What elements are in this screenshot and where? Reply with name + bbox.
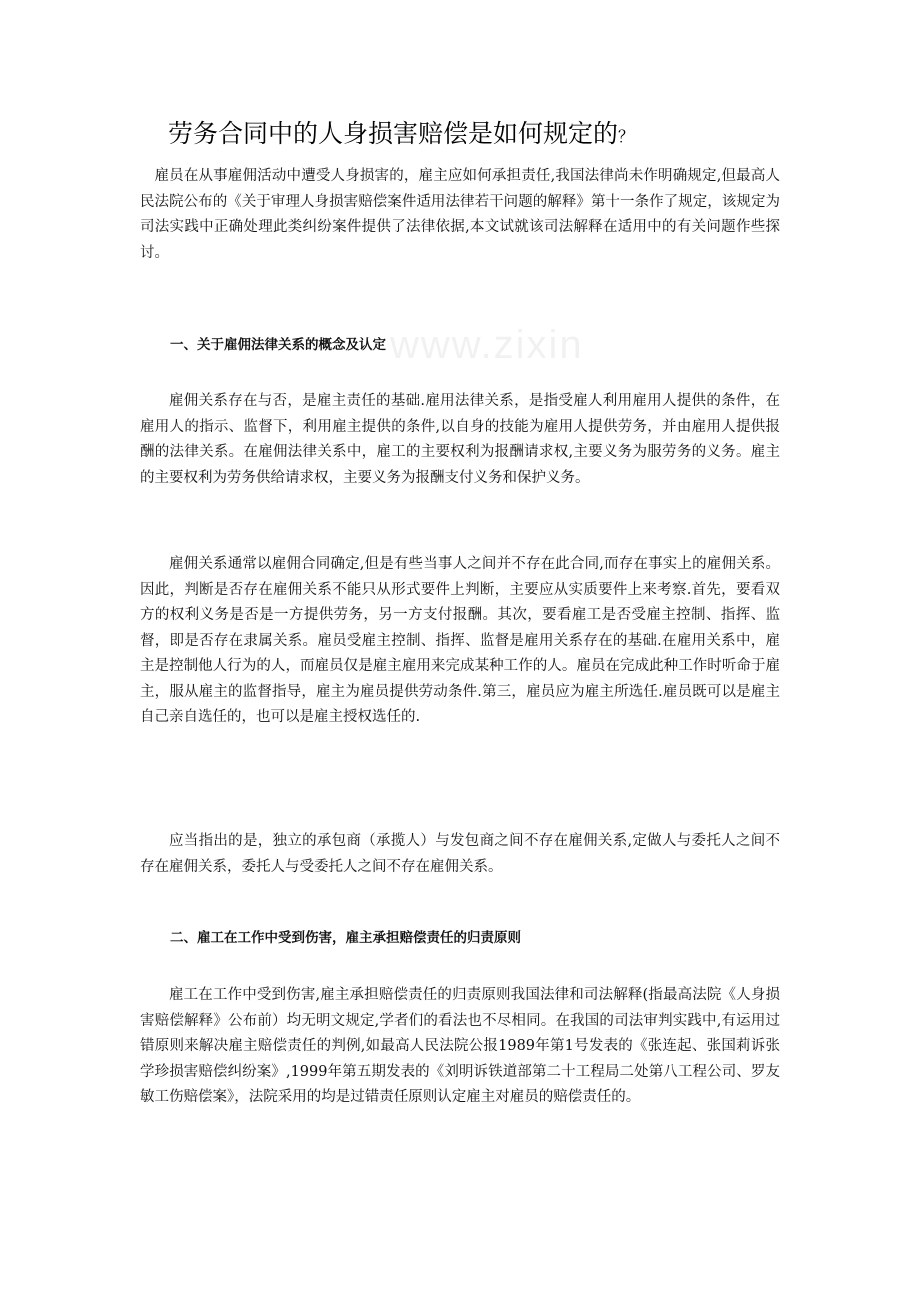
section-1-paragraph-2: 雇佣关系通常以雇佣合同确定,但是有些当事人之间并不存在此合同,而存在事实上的雇佣关系。因此，判断是否存在雇佣关系不能只从形式要件上判断，主要应从实质要件上来考察.首先，要看双方的权利义务是否是一方提供劳务，另一方支付报酬。其次，要看雇工是否受雇主控制、指挥、监督，即是否存在隶属关系。雇员受雇主控制、指挥、监督是雇用关系存在的基础.在雇用关系中，雇主是控制他人行为的人，而雇员仅是雇主雇用来完成某种工作的人。雇员在完成此种工作时听命于雇主，服从雇主的监督指导，雇主为雇员提供劳动条件.第三，雇员应为雇主所选任.雇员既可以是雇主自己亲自选任的，也可以是雇主授权选任的.: [140, 556, 780, 725]
section-1-heading: 一、关于雇佣法律关系的概念及认定: [170, 337, 386, 353]
section-2-paragraph-1: 雇工在工作中受到伤害,雇主承担赔偿责任的归责原则我国法律和司法解释(指最高法院《人身损害赔偿解释》公布前）均无明文规定,学者们的看法也不尽相同。在我国的司法审判实践中,有运用过错原则来解决雇主赔偿责任的判例,如最高人民法院公报1989年第1号发表的《张连起、张国莉诉张学珍损害赔偿纠纷案》,1999年第五期发表的《刘明诉铁道部第二十工程局二处第八工程公司、罗友敏工伤赔偿案》，法院采用的均是过错责任原则认定雇主对雇员的赔偿责任的。: [140, 987, 780, 1105]
section-1-paragraph-3: 应当指出的是，独立的承包商（承揽人）与发包商之间不存在雇佣关系,定做人与委托人之间不存在雇佣关系，委托人与受委托人之间不存在雇佣关系。: [140, 833, 780, 875]
document-title: [168, 116, 788, 155]
section-1-paragraph-1: 雇佣关系存在与否，是雇主责任的基础.雇用法律关系，是指受雇人利用雇用人提供的条件，在雇用人的指示、监督下，利用雇主提供的条件,以自身的技能为雇用人提供劳务，并由雇用人提供报酬的法律关系。在雇佣法律关系中，雇工的主要权利为报酬请求权,主要义务为服劳务的义务。雇主的主要权利为劳务供给请求权，主要义务为报酬支付义务和保护义务。: [140, 393, 780, 486]
section-2-heading: 二、雇工在工作中受到伤害，雇主承担赔偿责任的归责原则: [170, 930, 521, 946]
watermark: www.zixin: [390, 323, 584, 367]
intro-paragraph: 雇员在从事雇佣活动中遭受人身损害的，雇主应如何承担责任,我国法律尚未作明确规定,但最高人民法院公布的《关于审理人身损害赔偿案件适用法律若干问题的解释》第十一条作了规定，该规定为司法实践中正确处理此类纠纷案件提供了法律依据,本文试就该司法解释在适用中的有关问题作些探讨。: [140, 168, 780, 261]
document-title-question-mark: ？: [618, 127, 635, 146]
document-title-text: 劳务合同中的人身损害赔偿是如何规定的: [168, 119, 619, 148]
